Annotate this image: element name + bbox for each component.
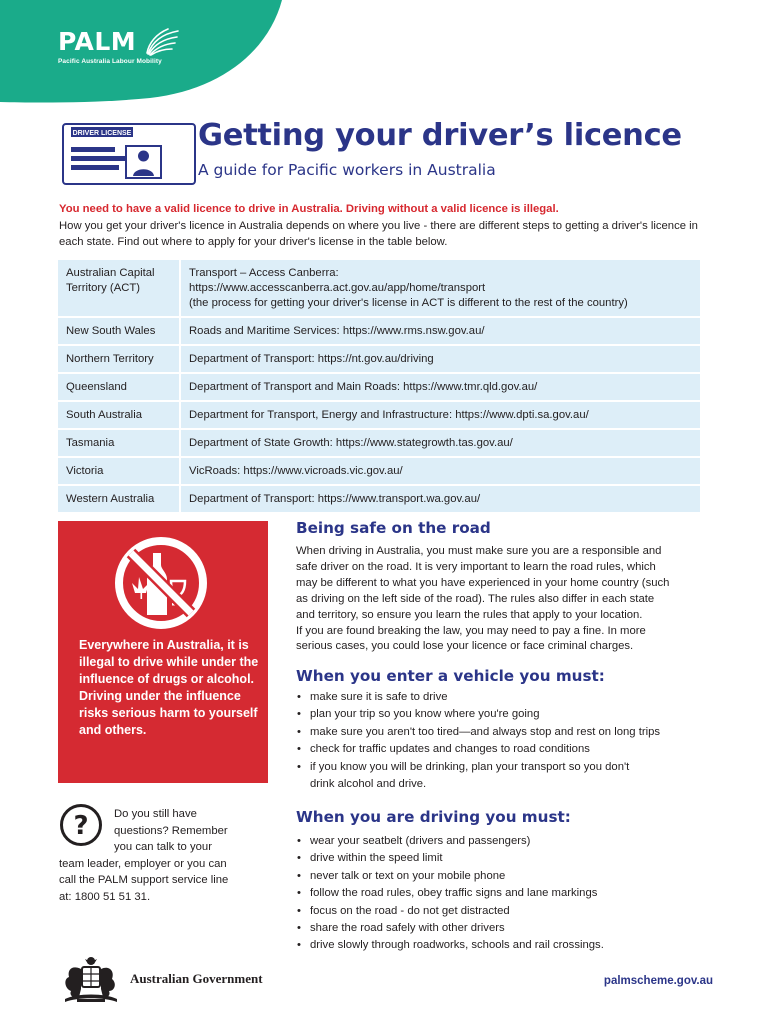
list-item: • never talk or text on your mobile phone — [296, 868, 716, 885]
driving-checklist — [296, 833, 716, 955]
state-licence-table — [58, 260, 700, 514]
list-item: • drive within the speed limit — [296, 850, 716, 867]
support-line: questions? Remember — [114, 824, 228, 837]
vehicle-checklist — [296, 689, 716, 793]
state-agency[interactable]: Department of Transport: https://www.transport.wa.gov.au/ — [180, 485, 700, 513]
list-item: • focus on the road - do not get distracted — [296, 903, 716, 920]
state-name: Australian Capital Territory (ACT) — [58, 260, 180, 317]
safe-section-text — [296, 544, 716, 655]
support-line: call the PALM support service line — [59, 874, 229, 886]
table-row — [58, 373, 700, 401]
australian-government-label: Australian Government — [130, 971, 263, 986]
palm-logo[interactable] — [58, 28, 162, 65]
agency-note: (the process for getting your driver's license in ACT is different to the rest of the country) — [189, 297, 628, 309]
state-agency[interactable]: VicRoads: https://www.vicroads.vic.gov.au/ — [180, 457, 700, 485]
state-agency[interactable]: Department of Transport: https://nt.gov.au/driving — [180, 345, 700, 373]
state-name: Victoria — [58, 457, 180, 485]
table-row — [58, 345, 700, 373]
card-icon-label: DRIVER LICENSE — [72, 130, 132, 137]
table-row — [58, 317, 700, 345]
no-drugs-alcohol-icon — [105, 531, 217, 635]
list-item: • follow the road rules, obey traffic signs and lane markings — [296, 885, 716, 902]
state-agency[interactable]: Department of State Growth: https://www.stategrowth.tas.gov.au/ — [180, 429, 700, 457]
drugs-alcohol-warning-text: Everywhere in Australia, it is illegal to drive while under the influence of drugs or alcohol. Driving under the influence risks serious harm to yourself and others. — [79, 638, 259, 737]
paragraph-line: may be different to what you have experienced in your home country (such — [296, 576, 670, 589]
table-row — [58, 485, 700, 513]
intro-text: How you get your driver's licence in Australia depends on where you live - there are different steps to getting a driver's licence in each state. Find out where to apply for your driver's license in the table below. — [59, 219, 698, 248]
safe-section-heading: Being safe on the road — [296, 519, 491, 537]
support-phone: at: 1800 51 51 31. — [59, 890, 151, 903]
paragraph-line: When driving in Australia, you must make sure you are a responsible and — [296, 545, 662, 557]
state-name: Western Australia — [58, 485, 180, 513]
support-line: team leader, employer or you can — [59, 857, 227, 870]
support-contact-text — [59, 806, 259, 905]
page-title: Getting your driver’s licence — [198, 118, 682, 153]
state-name: South Australia — [58, 401, 180, 429]
table-row — [58, 457, 700, 485]
table-row — [58, 429, 700, 457]
state-agency[interactable]: Department of Transport and Main Roads: https://www.tmr.qld.gov.au/ — [180, 373, 700, 401]
licence-warning: You need to have a valid licence to drive in Australia. Driving without a valid licence is illegal. — [59, 203, 559, 215]
vehicle-section-heading: When you enter a vehicle you must: — [296, 667, 605, 685]
agency-line: Transport – Access Canberra: — [189, 267, 339, 279]
list-item: • if you know you will be drinking, plan your transport so you don't drink alcohol and drive. — [296, 759, 716, 794]
list-item: • check for traffic updates and changes to road conditions — [296, 741, 716, 758]
drugs-alcohol-warning-box — [58, 521, 268, 783]
list-item: • make sure it is safe to drive — [296, 689, 716, 706]
coat-of-arms-icon — [57, 955, 125, 1005]
paragraph-line: safe driver on the road. It is very important to learn the road rules, which — [296, 560, 656, 573]
state-agency — [180, 260, 700, 317]
paragraph-line: If you are found breaking the law, you may need to pay a fine. In more — [296, 624, 646, 637]
table-row — [58, 401, 700, 429]
state-name: Queensland — [58, 373, 180, 401]
page-subtitle: A guide for Pacific workers in Australia — [198, 161, 496, 179]
state-agency[interactable]: Roads and Maritime Services: https://www.rms.nsw.gov.au/ — [180, 317, 700, 345]
driver-license-card-icon — [62, 123, 196, 185]
state-agency[interactable]: Department for Transport, Energy and Infrastructure: https://www.dpti.sa.gov.au/ — [180, 401, 700, 429]
palm-logo-text: PALM — [58, 27, 137, 56]
intro-section — [59, 201, 709, 251]
list-item: • wear your seatbelt (drivers and passengers) — [296, 833, 716, 850]
paragraph-line: serious cases, you could lose your licence or face criminal charges. — [296, 640, 634, 653]
palm-tagline: Pacific Australia Labour Mobility — [58, 58, 162, 65]
paragraph-line: and territory, so ensure you learn the rules that apply to your location. — [296, 608, 643, 621]
list-item: • share the road safely with other drivers — [296, 920, 716, 937]
support-line: Do you still have — [114, 808, 197, 820]
list-item: • plan your trip so you know where you're going — [296, 706, 716, 723]
palm-leaf-icon — [144, 28, 182, 58]
list-item: • make sure you aren't too tired—and always stop and rest on long trips — [296, 724, 716, 741]
state-name: New South Wales — [58, 317, 180, 345]
agency-link[interactable]: https://www.accesscanberra.act.gov.au/app/home/transport — [189, 282, 486, 294]
svg-text:?: ? — [73, 811, 89, 841]
state-name: Tasmania — [58, 429, 180, 457]
table-row — [58, 260, 700, 317]
list-item: • drive slowly through roadworks, schools and rail crossings. — [296, 937, 716, 954]
paragraph-line: as driving on the left side of the road). The rules also differ in each state — [296, 592, 655, 605]
driving-section-heading: When you are driving you must: — [296, 808, 571, 826]
support-line: you can talk to your — [114, 841, 212, 853]
state-name: Northern Territory — [58, 345, 180, 373]
website-link[interactable]: palmscheme.gov.au — [603, 975, 713, 987]
